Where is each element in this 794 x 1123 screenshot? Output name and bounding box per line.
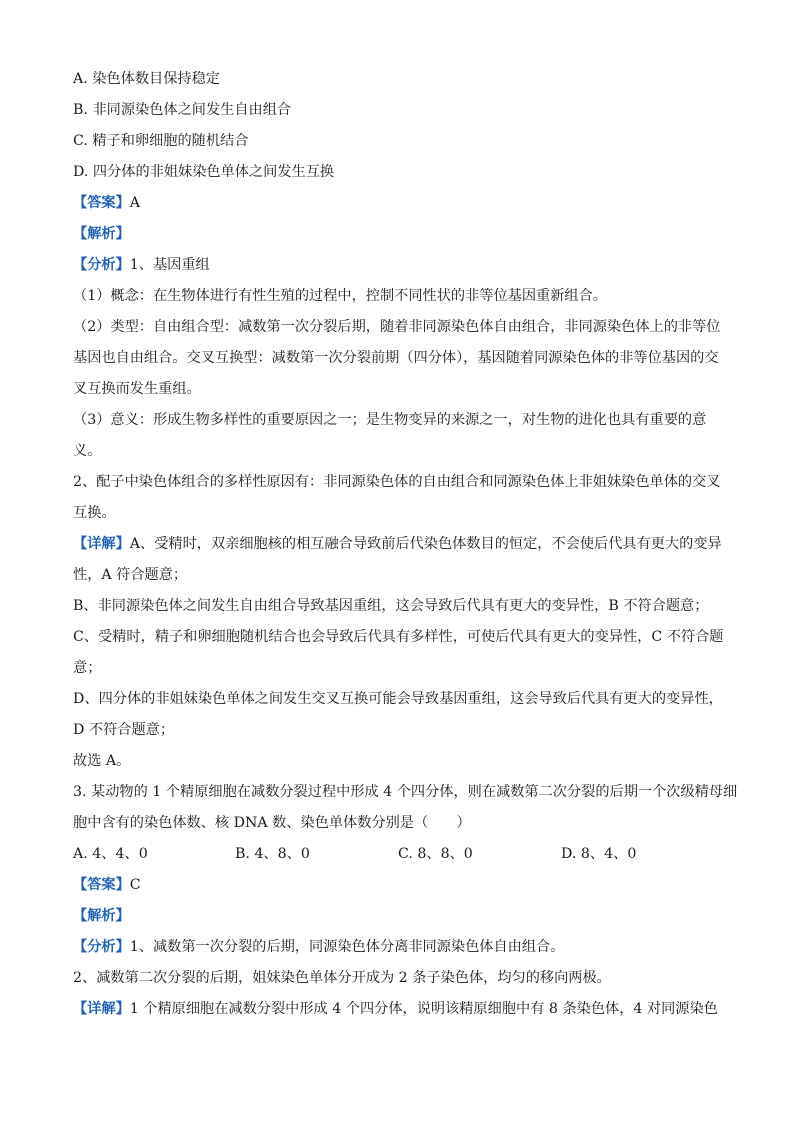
q3-xiangjie-tag: 【详解】 <box>73 1001 130 1017</box>
xiangjie-line <box>73 529 723 560</box>
q3-option-a: A. 4、4、0 <box>73 846 148 862</box>
fenxi-tag: 【分析】 <box>73 257 130 273</box>
answer-line <box>73 188 723 219</box>
diversity-paragraph-line2: 互换。 <box>73 505 116 521</box>
q3-fenxi-line <box>73 932 723 963</box>
answer-value: A <box>129 195 141 211</box>
xiangjie-b1: B、非同源染色体之间发生自由组合导致基因重组，这会导致后代具有更大的变异性，B 不符合题意； <box>73 598 709 614</box>
q3-option-c: C. 8、8、0 <box>398 846 473 862</box>
fenxi-line <box>73 250 723 281</box>
q3-xiangjie1: 1 个精原细胞在减数分裂中形成 4 个四分体，说明该精原细胞中有 8 条染色体，4 对同源染色 <box>129 1001 718 1017</box>
question3-stem-line2: 胞中含有的染色体数、核 DNA 数、染色单体数分别是（ ） <box>73 815 471 831</box>
q3-xiangjie-line <box>73 994 723 1025</box>
fenxi-first: 1、基因重组 <box>129 257 210 273</box>
q3-fenxi1: 1、减数第一次分裂的后期，同源染色体分离非同源染色体自由组合。 <box>129 939 565 955</box>
q3-analysis-tag: 【解析】 <box>73 908 130 924</box>
q3-answer-value: C <box>129 877 141 893</box>
diversity-paragraph-line1: 2、配子中染色体组合的多样性原因有：非同源染色体的自由组合和同源染色体上非姐妹染色单体的交叉 <box>73 474 721 490</box>
type-paragraph-line3: 叉互换而发生重组。 <box>73 381 201 397</box>
xiangjie-c2: 意； <box>73 660 102 676</box>
conclusion: 故选 A。 <box>73 753 131 769</box>
type-paragraph-line2: 基因也自由组合。交叉互换型：减数第一次分裂前期（四分体），基因随着同源染色体的非等位基因的交 <box>73 350 719 366</box>
q3-fenxi2: 2、减数第二次分裂的后期，姐妹染色单体分开成为 2 条子染色体，均匀的移向两极。 <box>73 970 611 986</box>
xiangjie-tag: 【详解】 <box>73 536 130 552</box>
q3-answer-tag: 【答案】 <box>73 877 130 893</box>
option-a: A. 染色体数目保持稳定 <box>73 71 220 87</box>
document-page <box>73 64 738 1025</box>
option-d: D. 四分体的非姐妹染色单体之间发生互换 <box>73 164 335 180</box>
q3-analysis-heading <box>73 901 723 932</box>
analysis-tag: 【解析】 <box>73 226 130 242</box>
answer-tag: 【答案】 <box>73 195 130 211</box>
q3-fenxi-tag: 【分析】 <box>73 939 130 955</box>
q3-option-d: D. 8、4、0 <box>561 846 637 862</box>
xiangjie-d2: D 不符合题意； <box>73 722 175 738</box>
xiangjie-a1: A、受精时，双亲细胞核的相互融合导致前后代染色体数目的恒定，不会使后代具有更大的变异 <box>129 536 722 552</box>
question3-stem-line1: 3. 某动物的 1 个精原细胞在减数分裂过程中形成 4 个四分体，则在减数第二次分裂的后期一个次级精母细 <box>73 784 738 800</box>
meaning-paragraph-line1: （3）意义：形成生物多样性的重要原因之一；是生物变异的来源之一，对生物的进化也具有重要的意 <box>73 412 707 428</box>
xiangjie-a2: 性，A 符合题意； <box>73 567 188 583</box>
concept-paragraph: （1）概念：在生物体进行有性生殖的过程中，控制不同性状的非等位基因重新组合。 <box>73 288 607 304</box>
option-b: B. 非同源染色体之间发生自由组合 <box>73 102 292 118</box>
type-paragraph-line1: （2）类型：自由组合型：减数第一次分裂后期，随着非同源染色体自由组合，非同源染色体上的非等位 <box>73 319 721 335</box>
option-c: C. 精子和卵细胞的随机结合 <box>73 133 249 149</box>
meaning-paragraph-line2: 义。 <box>73 443 102 459</box>
question3-options <box>73 839 723 870</box>
xiangjie-c1: C、受精时，精子和卵细胞随机结合也会导致后代具有多样性，可使后代具有更大的变异性，C 不符合题 <box>73 629 724 645</box>
q3-option-b: B. 4、8、0 <box>235 846 310 862</box>
analysis-heading <box>73 219 723 250</box>
xiangjie-d1: D、四分体的非姐妹染色单体之间发生交叉互换可能会导致基因重组，这会导致后代具有更大的变异性， <box>73 691 723 707</box>
q3-answer-line <box>73 870 723 901</box>
